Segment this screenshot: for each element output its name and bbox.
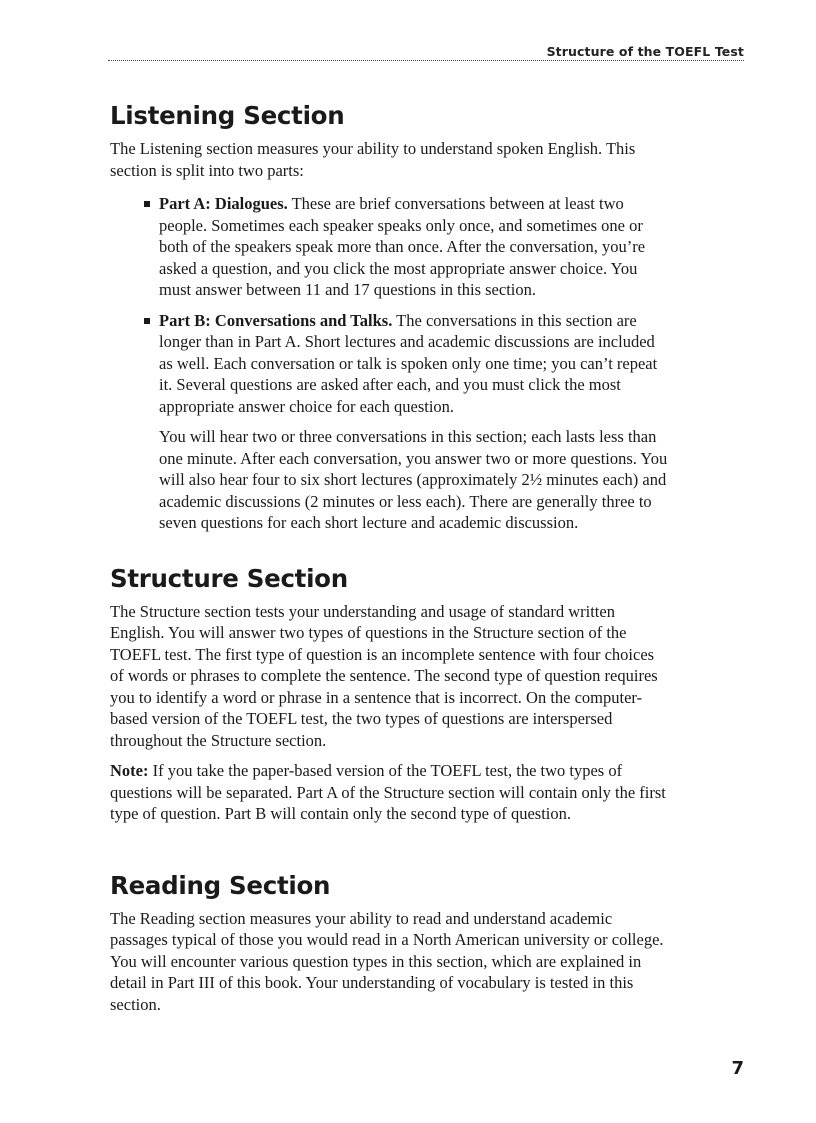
running-header: Structure of the TOEFL Test [546,44,744,59]
list-item-part-a [159,193,670,301]
part-b-text: The conversations in this section are longer than in Part A. Short lectures and academic discussions are included as well. Each conversation or talk is spoken only one time; you can’t repeat it. Several questions are asked after each, and you must click the most appropriate answer choice for each question. [159,310,658,416]
part-a-text: These are brief conversations between at least two people. Sometimes each speaker speaks only once, and sometimes one or both of the speakers speak more than once. After the conversation, you’re asked a question, and you click the most appropriate answer choice. You must answer between 11 and 17 questions in this section. [159,194,646,299]
part-b-followup: You will hear two or three conversations in this section; each lasts less than one minute. After each conversation, you answer two or more questions. You will also hear four to six short lectures (approximately 2½ minutes each) and academic discussions (2 minutes or less each). There are generally three to seven questions for each short lecture and academic discussion. [159,427,668,532]
square-bullet-icon [144,201,150,207]
note-label: Note: [110,761,149,780]
part-a-label: Part A: Dialogues. [159,194,288,213]
square-bullet-icon [144,318,150,324]
listening-parts-list [110,193,670,534]
list-item-part-b [159,310,670,534]
note-text: If you take the paper-based version of the TOEFL test, the two types of questions will be separated. Part A of the Structure section will contain only the first type of question. Part B will contain only the second type of question. [110,761,666,823]
listening-section [110,100,670,534]
part-b-label: Part B: Conversations and Talks. [159,310,393,330]
listening-intro: The Listening section measures your ability to understand spoken English. This section is split into two parts: [110,139,636,180]
part-a-paragraph [159,193,670,301]
listening-heading: Listening Section [110,101,345,130]
structure-note [110,760,670,825]
reading-heading: Reading Section [110,870,331,900]
reading-body: The Reading section measures your ability to read and understand academic passages typical of those you would read in a North American university or college. You will encounter various question types in this section, which are explained in detail in Part III of this book. Your understanding of vocabulary is tested in this section. [110,908,664,1014]
part-b-paragraph [159,310,670,418]
structure-body: The Structure section tests your understanding and usage of standard written English. You will answer two types of questions in the Structure section of the TOEFL test. The first type of question is an incomplete sentence with four choices of words or phrases to complete the sentence. The second type of question requires you to identify a word or phrase in a sentence that is incorrect. On the computer-based version of the TOEFL test, the two types of questions are interspersed throughout the Structure section. [110,601,658,750]
structure-section [110,563,670,825]
structure-heading: Structure Section [110,563,348,593]
page-number: 7 [731,1058,744,1079]
reading-section [110,870,670,1016]
header-rule [108,60,744,61]
page-content [110,100,670,1015]
